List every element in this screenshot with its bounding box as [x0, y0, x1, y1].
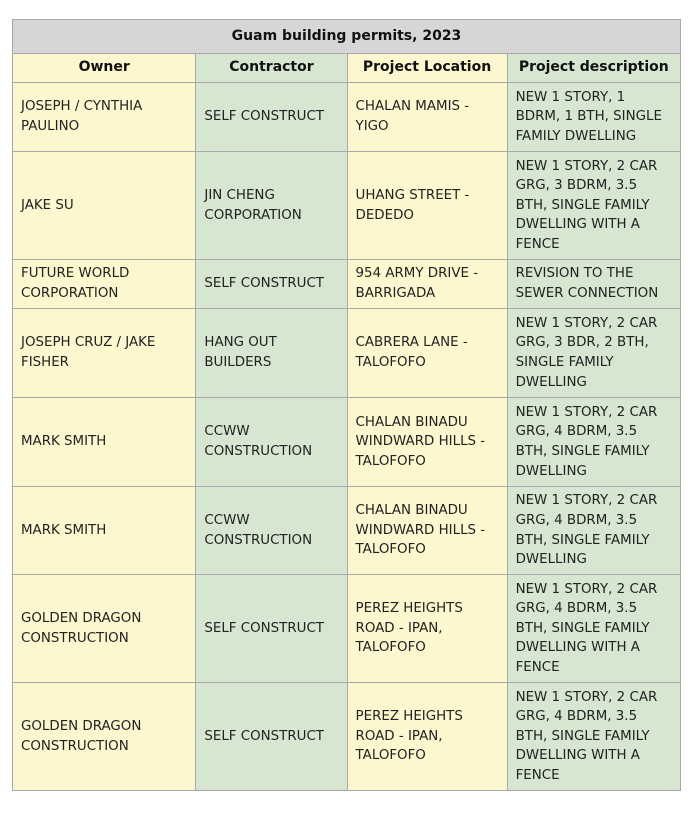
location-cell: CHALAN BINADU WINDWARD HILLS - TALOFOFO — [347, 487, 507, 575]
table-row — [13, 83, 681, 152]
owner-cell: GOLDEN DRAGON CONSTRUCTION — [13, 683, 196, 791]
owner-cell: MARK SMITH — [13, 487, 196, 575]
location-cell: CABRERA LANE - TALOFOFO — [347, 309, 507, 398]
owner-cell: GOLDEN DRAGON CONSTRUCTION — [13, 575, 196, 683]
description-cell: NEW 1 STORY, 2 CAR GRG, 4 BDRM, 3.5 BTH, SINGLE FAMILY DWELLING WITH A FENCE — [507, 683, 680, 791]
description-cell: REVISION TO THE SEWER CONNECTION — [507, 260, 680, 309]
contractor-cell: CCWW CONSTRUCTION — [196, 487, 347, 575]
contractor-cell: SELF CONSTRUCT — [196, 575, 347, 683]
location-cell: PEREZ HEIGHTS ROAD - IPAN, TALOFOFO — [347, 683, 507, 791]
location-cell: UHANG STREET - DEDEDO — [347, 152, 507, 260]
table-title: Guam building permits, 2023 — [13, 20, 681, 54]
owner-cell: MARK SMITH — [13, 398, 196, 487]
owner-cell: JOSEPH / CYNTHIA PAULINO — [13, 83, 196, 152]
permits-table — [12, 19, 681, 791]
description-cell: NEW 1 STORY, 2 CAR GRG, 3 BDR, 2 BTH, SINGLE FAMILY DWELLING — [507, 309, 680, 398]
description-cell: NEW 1 STORY, 2 CAR GRG, 4 BDRM, 3.5 BTH, SINGLE FAMILY DWELLING WITH A FENCE — [507, 575, 680, 683]
contractor-cell: JIN CHENG CORPORATION — [196, 152, 347, 260]
location-cell: CHALAN BINADU WINDWARD HILLS - TALOFOFO — [347, 398, 507, 487]
header-contractor: Contractor — [196, 54, 347, 83]
header-project-location: Project Location — [347, 54, 507, 83]
location-cell: CHALAN MAMIS - YIGO — [347, 83, 507, 152]
table-row — [13, 152, 681, 260]
table-row — [13, 309, 681, 398]
table-row — [13, 398, 681, 487]
contractor-cell: HANG OUT BUILDERS — [196, 309, 347, 398]
description-cell: NEW 1 STORY, 2 CAR GRG, 4 BDRM, 3.5 BTH, SINGLE FAMILY DWELLING — [507, 487, 680, 575]
description-cell: NEW 1 STORY, 2 CAR GRG, 3 BDRM, 3.5 BTH, SINGLE FAMILY DWELLING WITH A FENCE — [507, 152, 680, 260]
table-row — [13, 260, 681, 309]
contractor-cell: CCWW CONSTRUCTION — [196, 398, 347, 487]
table-title-row — [13, 20, 681, 54]
description-cell: NEW 1 STORY, 1 BDRM, 1 BTH, SINGLE FAMILY DWELLING — [507, 83, 680, 152]
table-row — [13, 683, 681, 791]
location-cell: PEREZ HEIGHTS ROAD - IPAN, TALOFOFO — [347, 575, 507, 683]
description-cell: NEW 1 STORY, 2 CAR GRG, 4 BDRM, 3.5 BTH, SINGLE FAMILY DWELLING — [507, 398, 680, 487]
table-header-row — [13, 54, 681, 83]
owner-cell: JOSEPH CRUZ / JAKE FISHER — [13, 309, 196, 398]
table-row — [13, 487, 681, 575]
contractor-cell: SELF CONSTRUCT — [196, 683, 347, 791]
location-cell: 954 ARMY DRIVE - BARRIGADA — [347, 260, 507, 309]
table-row — [13, 575, 681, 683]
owner-cell: JAKE SU — [13, 152, 196, 260]
header-project-description: Project description — [507, 54, 680, 83]
contractor-cell: SELF CONSTRUCT — [196, 260, 347, 309]
owner-cell: FUTURE WORLD CORPORATION — [13, 260, 196, 309]
contractor-cell: SELF CONSTRUCT — [196, 83, 347, 152]
header-owner: Owner — [13, 54, 196, 83]
